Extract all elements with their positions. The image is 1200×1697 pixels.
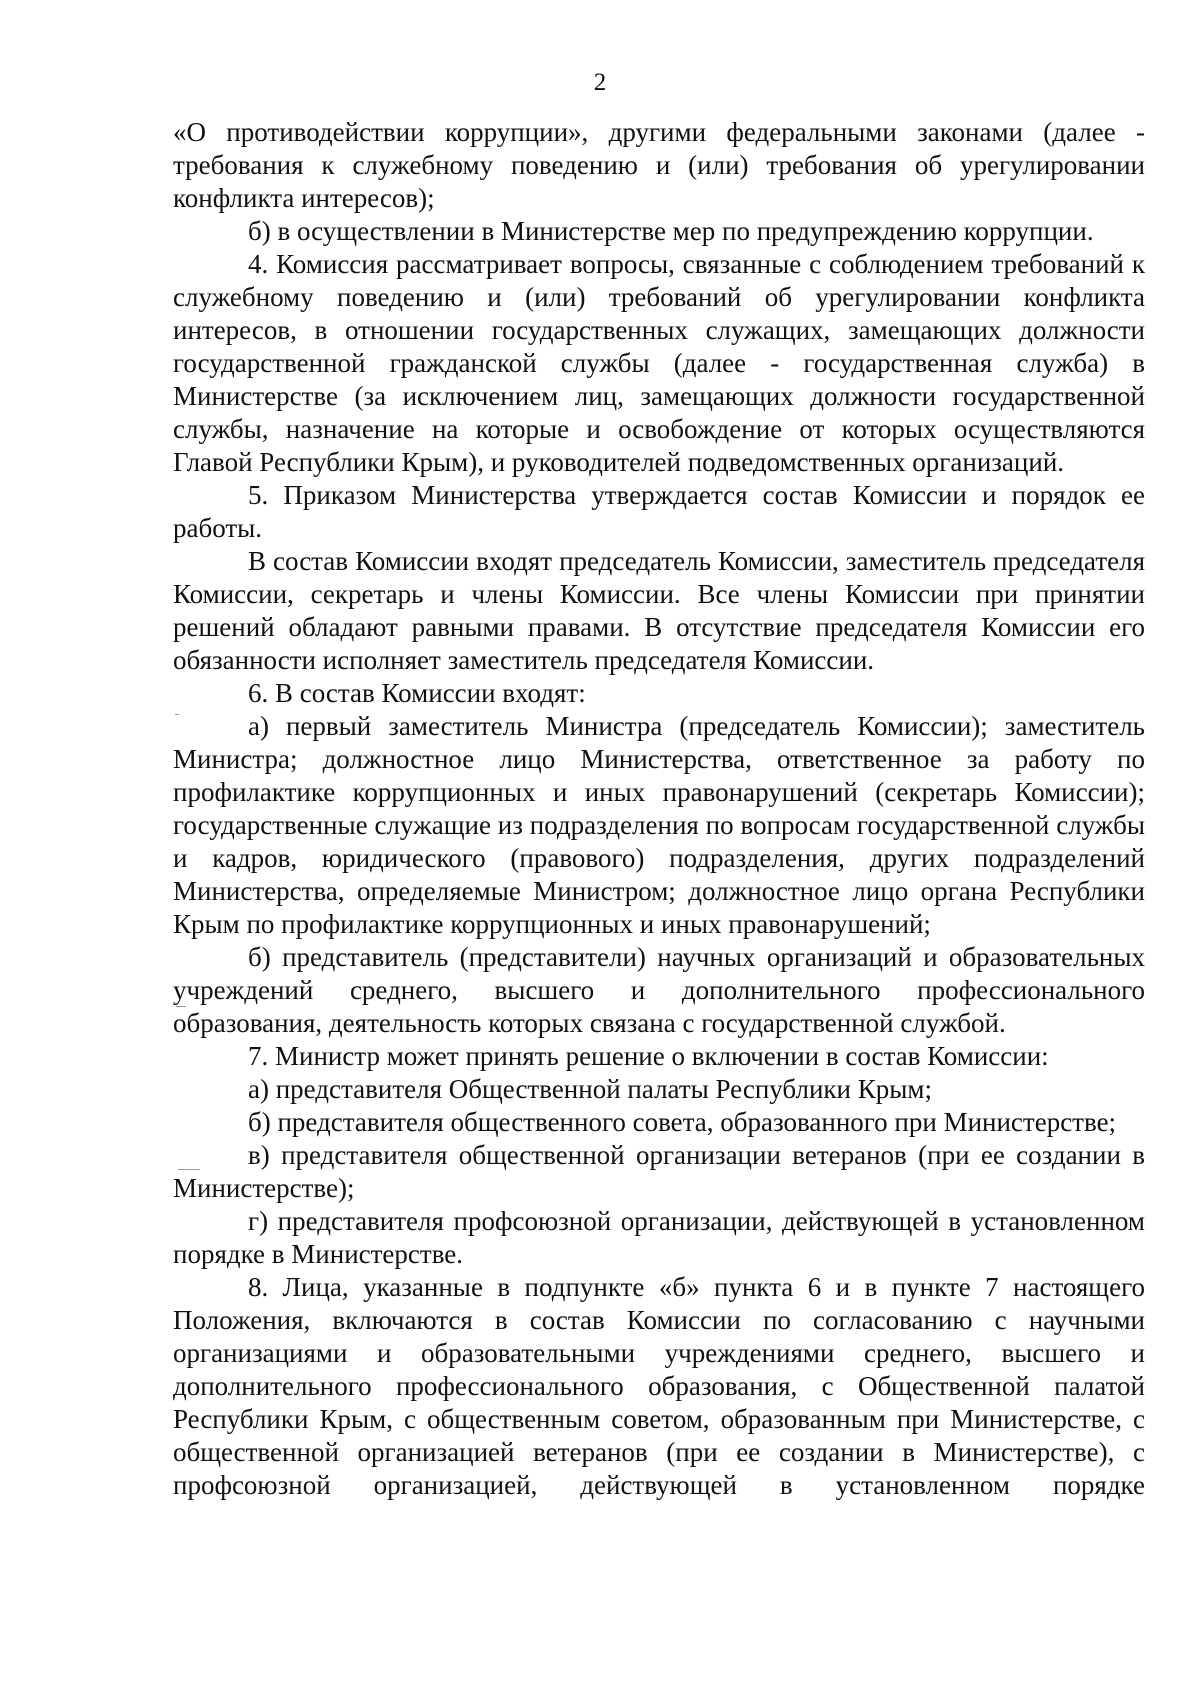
paragraph-section-8: 8. Лица, указанные в подпункте «б» пункта 6 и в пункте 7 настоящего Положения, включаются в состав Комиссии по согласованию с научными организациями и образовательными учреждениями среднего, высшего и дополнительного профессионального образования, с Общественной палатой Республики Крым, с общественным советом, образованным при Министерстве, с общественной организацией ветеранов (при ее создании в Министерстве), с профсоюзной организацией, действующей в установленном порядке: [173, 1272, 1145, 1500]
document-body: [173, 116, 1145, 1502]
paragraph-anti-corruption-law-reference: «О противодействии коррупции», другими федеральными законами (далее - требования к служебному поведению и (или) требования об урегулировании конфликта интересов);: [173, 117, 1145, 213]
paragraph-section-7-item-d: г) представителя профсоюзной организации, действующей в установленном порядке в Министерстве.: [173, 1206, 1145, 1269]
scan-speck: [178, 1169, 200, 1170]
paragraph-commission-composition: В состав Комиссии входят председатель Комиссии, заместитель председателя Комиссии, секретарь и члены Комиссии. Все члены Комиссии при принятии решений обладают равными правами. В отсутствие председателя Комиссии его обязанности исполняет заместитель председателя Комиссии.: [173, 546, 1145, 675]
paragraph-section-4: 4. Комиссия рассматривает вопросы, связанные с соблюдением требований к служебному поведению и (или) требований об урегулировании конфликта интересов, в отношении государственных служащих, замещающих должности государственной гражданской службы (далее - государственная служба) в Министерстве (за исключением лиц, замещающих должности государственной службы, назначение на которые и освобождение от которых осуществляются Главой Республики Крым), и руководителей подведомственных организаций.: [173, 249, 1145, 477]
paragraph-section-6-item-b: б) представитель (представители) научных организаций и образовательных учреждений среднего, высшего и дополнительного профессионального образования, деятельность которых связана с государственной службой.: [173, 942, 1145, 1038]
paragraph-section-7-item-b: б) представителя общественного совета, образованного при Министерстве;: [248, 1107, 1117, 1137]
paragraph-section-7-item-c: в) представителя общественной организации ветеранов (при ее создании в Министерстве);: [173, 1140, 1145, 1203]
paragraph-section-7: 7. Министр может принять решение о включении в состав Комиссии:: [248, 1041, 1049, 1071]
paragraph-section-7-item-a: а) представителя Общественной палаты Республики Крым;: [248, 1074, 932, 1104]
scan-speck: [176, 1006, 186, 1007]
paragraph-item-b-prevention: б) в осуществлении в Министерстве мер по предупреждению коррупции.: [248, 216, 1094, 246]
scan-speck: [175, 714, 179, 715]
paragraph-section-6: 6. В состав Комиссии входят:: [248, 678, 586, 708]
paragraph-section-6-item-a: а) первый заместитель Министра (председатель Комиссии); заместитель Министра; должностное лицо Министерства, ответственное за работу по профилактике коррупционных и иных правонарушений (секретарь Комиссии); государственные служащие из подразделения по вопросам государственной службы и кадров, юридического (правового) подразделения, других подразделений Министерства, определяемые Министром; должностное лицо органа Республики Крым по профилактике коррупционных и иных правонарушений;: [173, 711, 1145, 939]
paragraph-section-5: 5. Приказом Министерства утверждается состав Комиссии и порядок ее работы.: [173, 480, 1145, 543]
page-number: 2: [593, 69, 607, 96]
